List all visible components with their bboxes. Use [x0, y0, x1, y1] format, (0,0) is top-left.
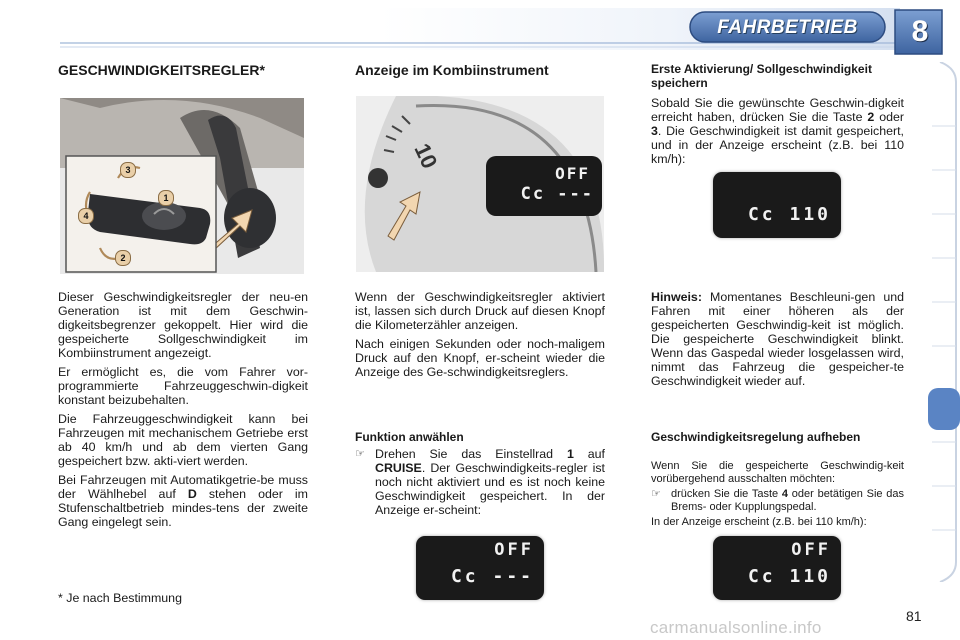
- cruise-control-title: GESCHWINDIGKEITSREGLER*: [58, 62, 265, 78]
- col2-body: [355, 290, 605, 384]
- hint-label: Hinweis:: [651, 290, 702, 304]
- cancel-cruise-heading: Geschwindigkeitsregelung aufheben: [651, 430, 861, 444]
- pointing-hand-icon: ☞: [651, 488, 661, 500]
- hint-paragraph: [651, 290, 904, 388]
- col3-p1-pre: Sobald Sie die gewünschte Geschwin-digkeit erreicht haben, drücken Sie die Taste: [651, 96, 904, 124]
- svg-text:10: 10: [409, 139, 443, 173]
- hint-block: [651, 290, 904, 393]
- col1-body: [58, 290, 308, 534]
- col3-p1-post: . Die Geschwindigkeit ist damit gespeichert, und in der Anzeige erscheint (z.B. bei 110 km/h):: [651, 124, 904, 166]
- section-title: FAHRBETRIEB: [717, 17, 858, 38]
- col3-p1-mid: oder: [874, 110, 904, 124]
- chapter-number: 8: [911, 15, 929, 48]
- col2-b1-cruise: CRUISE: [375, 461, 422, 475]
- hint-text: Momentanes Beschleuni-gen und Fahren mit einer höheren als der gespeicherten Geschwindig-keit ist möglich. Die gespeicherte Geschwindigkeit blinkt. Wenn das Gaspedal wieder losgelassen wird, nimmt das Fahrzeug die gespeicher-te Geschwindigkeit wieder auf.: [651, 290, 904, 388]
- cancel-display-intro: In der Anzeige erscheint (z.B. bei 110 km/h):: [651, 516, 867, 528]
- photo-callout-4: 4: [78, 208, 94, 224]
- cancel-step: [651, 488, 904, 514]
- col1-paragraph-3: Die Fahrzeuggeschwindigkeit kann bei Fahrzeugen mit mechanischem Getriebe erst ab 40 km/h und ab dem vierten Gang gespeichert bzw. akti-viert werden.: [58, 412, 308, 468]
- cancel-step-text: [671, 488, 904, 514]
- col1-paragraph-1: Dieser Geschwindigkeitsregler der neu-en Generation ist mit dem Geschwin-digkeitsbegrenzer gekoppelt. Hier wird die gespeicherte Sollgeschwindigkeit im Kombiinstrument angezeigt.: [58, 290, 308, 360]
- display-off-speed-line2: Cc 110: [747, 566, 831, 587]
- col3-b1-pre: drücken Sie die Taste: [671, 488, 782, 500]
- select-function-text: [375, 447, 605, 517]
- col3-b1-post: oder betätigen Sie das Brems- oder Kupplungspedal.: [671, 488, 905, 513]
- page-number: 81: [906, 608, 922, 624]
- photo-callout-3: 3: [120, 162, 136, 178]
- display-speed-stored-line2: Cc 110: [747, 204, 831, 225]
- cluster-display-line1: OFF: [555, 164, 590, 183]
- display-off-dashes-line2: Cc ---: [450, 566, 534, 587]
- col3-p1-key-3: 3: [651, 124, 658, 138]
- select-function-heading: Funktion anwählen: [355, 430, 464, 444]
- steering-lever-photo: [60, 98, 304, 274]
- pointing-hand-icon: ☞: [355, 448, 365, 460]
- display-off-speed: [713, 536, 841, 600]
- col1-paragraph-2: Er ermöglicht es, die vom Fahrer vor-programmierte Fahrzeuggeschwin-digkeit konstant beizubehalten.: [58, 365, 308, 407]
- first-activation-text: [651, 96, 904, 171]
- col1-p4-bold: D: [187, 487, 197, 501]
- instrument-display-title: Anzeige im Kombiinstrument: [355, 62, 549, 78]
- select-function-step: [355, 447, 605, 517]
- chapter-side-tabs: [928, 62, 960, 582]
- watermark: carmanualsonline.info: [650, 618, 822, 637]
- col1-paragraph-4: [58, 473, 308, 529]
- col2-b1-mid: auf: [573, 447, 605, 461]
- col2-paragraph-2: Nach einigen Sekunden oder noch-maligem Druck auf den Knopf, er-scheint wieder die Anzeige des Ge-schwindigkeitsreglers.: [355, 337, 605, 379]
- display-off-speed-line1: OFF: [791, 540, 831, 560]
- cluster-display-readout: [498, 162, 598, 212]
- display-speed-stored: [713, 172, 841, 238]
- display-off-dashes-line1: OFF: [494, 540, 534, 560]
- col1-p4-pre: Bei Fahrzeugen mit Automatikgetrie-be muss der Wählhebel auf: [58, 473, 308, 501]
- photo-callout-1: 1: [158, 190, 174, 206]
- photo-callout-2: 2: [115, 250, 131, 266]
- col2-b1-number: 1: [566, 447, 574, 461]
- cluster-display-line2: Cc ---: [520, 184, 594, 204]
- col2-paragraph-1: Wenn der Geschwindigkeitsregler aktiviert ist, lassen sich durch Druck auf diesen Knopf die Kilometerzähler anzeigen.: [355, 290, 605, 332]
- col1-p4-post: stehen oder im Stufenschaltbetrieb mindes-tens der zweite Gang eingelegt sein.: [58, 487, 308, 529]
- col3-p1-key-2: 2: [867, 110, 875, 124]
- cancel-intro: Wenn Sie die gespeicherte Geschwindig-keit vorübergehend ausschalten möchten:: [651, 460, 904, 485]
- col3-b1-key-4: 4: [781, 488, 789, 500]
- col2-b1-pre: Drehen Sie das Einstellrad: [375, 447, 567, 461]
- display-off-dashes: [416, 536, 544, 600]
- col2-b1-post: . Der Geschwindigkeits-regler ist noch nicht aktiviert und es ist noch keine Geschwindigkeit gespeichert. In der Anzeige er-scheint:: [375, 461, 605, 517]
- first-activation-paragraph: [651, 96, 904, 166]
- footnote: * Je nach Bestimmung: [58, 591, 182, 605]
- first-activation-heading: Erste Aktivierung/ Sollgeschwindigkeit speichern: [651, 62, 872, 90]
